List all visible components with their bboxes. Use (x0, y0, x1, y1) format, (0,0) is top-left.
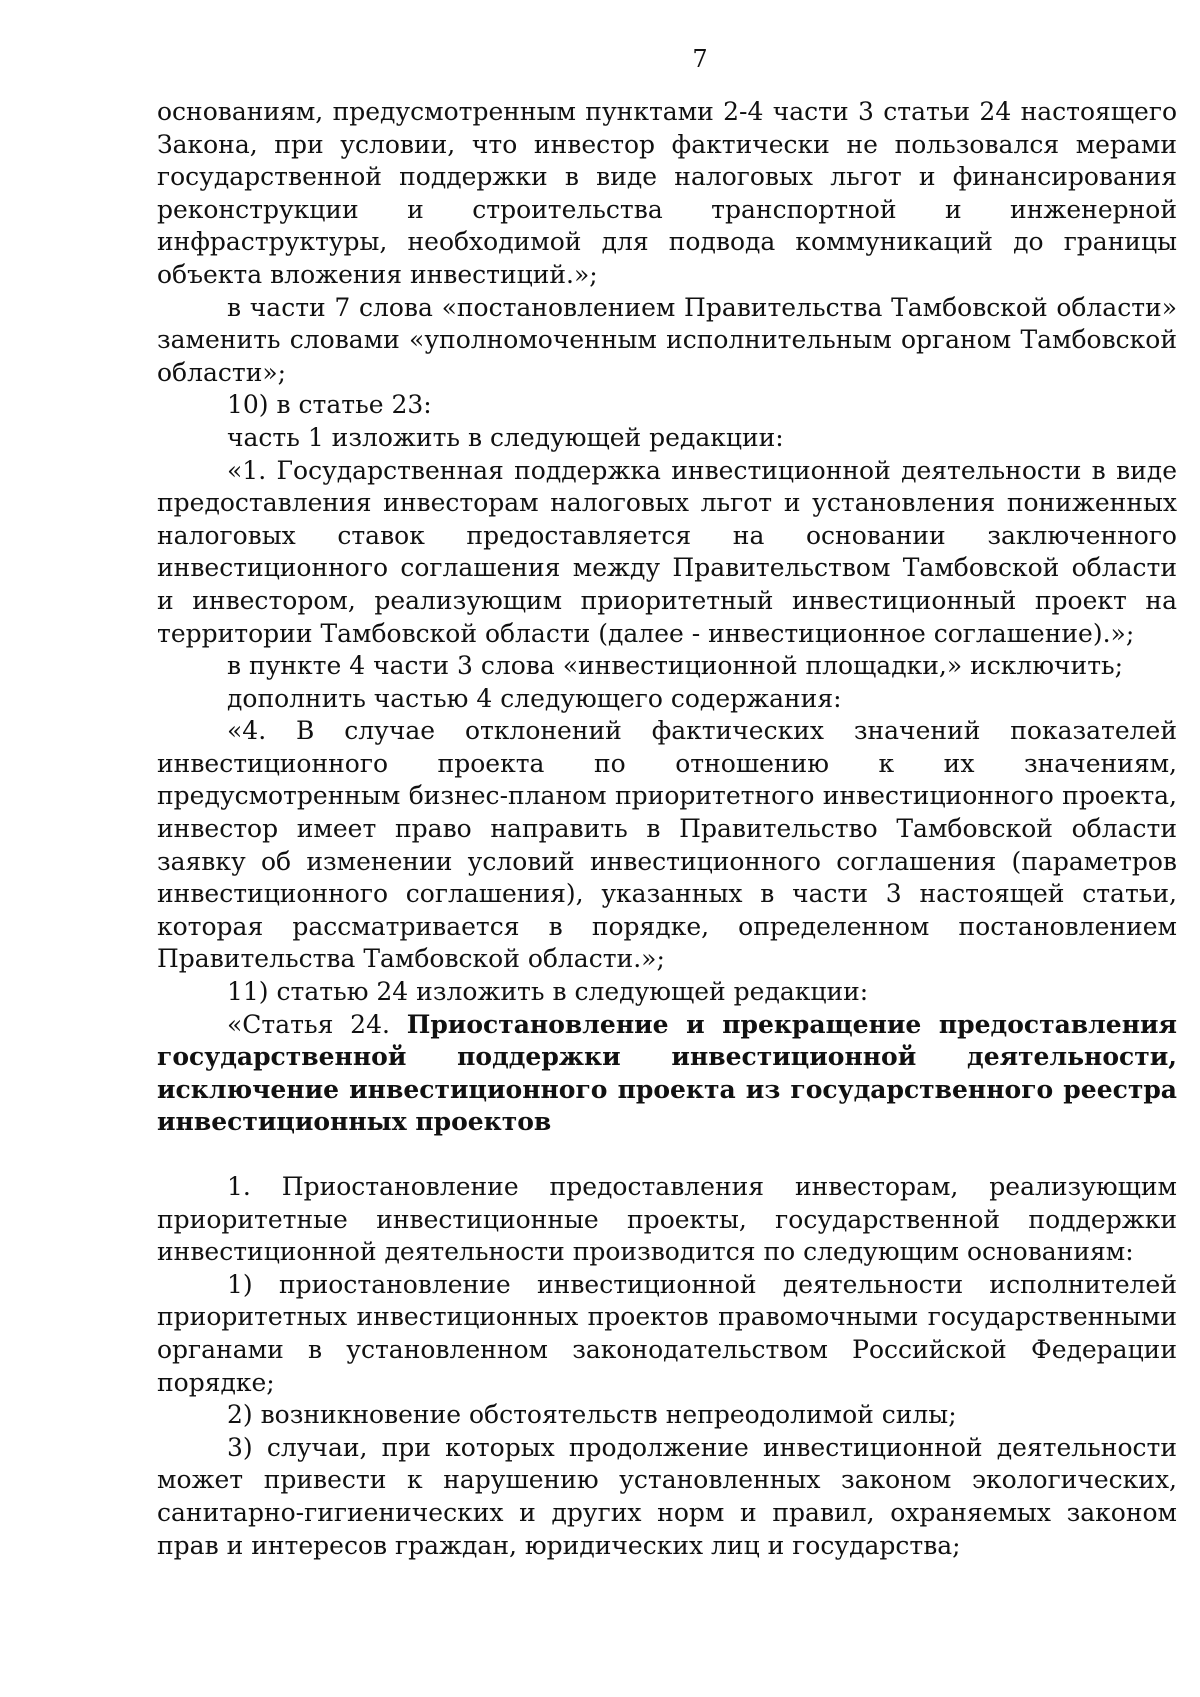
article-24-point-3: 3) случаи, при которых продолжение инвестиционной деятельности может привести к нарушению установленных законом экологических, санитарно-гигиенических и других норм и правил, охраняемых законом прав и интересов граждан, юридических лиц и государства; (157, 1432, 1177, 1560)
article-24-prefix: «Статья 24. (227, 1009, 407, 1039)
article-24-part-1: 1. Приостановление предоставления инвесторам, реализующим приоритетные инвестиционные проекты, государственной поддержки инвестиционной деятельности производится по следующим основаниям: (157, 1172, 1177, 1267)
paragraph-part-7-amendment: в части 7 слова «постановлением Правительства Тамбовской области» заменить словами «уполномоченным исполнительным органом Тамбовской области»; (157, 292, 1177, 387)
document-body (157, 96, 1177, 1562)
paragraph-point-4-amendment: в пункте 4 части 3 слова «инвестиционной площадки,» исключить; (227, 651, 1124, 681)
paragraph-part-1-intro: часть 1 изложить в следующей редакции: (227, 422, 784, 452)
paragraph-part-1-text: «1. Государственная поддержка инвестиционной деятельности в виде предоставления инвесторам налоговых льгот и установления пониженных налоговых ставок предоставляется на основании заключенного инвестиционного соглашения между Правительством Тамбовской области и инвестором, реализующим приоритетный инвестиционный проект на территории Тамбовской области (далее - инвестиционное соглашение).»; (157, 455, 1177, 648)
paragraph-continuation: основаниям, предусмотренным пунктами 2-4 части 3 статьи 24 настоящего Закона, при условии, что инвестор фактически не пользовался мерами государственной поддержки в виде налоговых льгот и финансирования реконструкции и строительства транспортной и инженерной инфраструктуры, необходимой для подвода коммуникаций до границы объекта вложения инвестиций.»; (157, 97, 1177, 289)
paragraph-spacer (157, 1139, 1177, 1171)
paragraph-part-4-intro: дополнить частью 4 следующего содержания: (227, 683, 842, 713)
article-24-heading (157, 1009, 1177, 1139)
article-24-point-1: 1) приостановление инвестиционной деятельности исполнителей приоритетных инвестиционных проектов правомочными государственными органами в установленном законодательством Российской Федерации порядке; (157, 1269, 1177, 1397)
paragraph-part-4-text: «4. В случае отклонений фактических значений показателей инвестиционного проекта по отношению к их значениям, предусмотренным бизнес-планом приоритетного инвестиционного проекта, инвестор имеет право направить в Правительство Тамбовской области заявку об изменении условий инвестиционного соглашения (параметров инвестиционного соглашения), указанных в части 3 настоящей статьи, которая рассматривается в порядке, определенном постановлением Правительства Тамбовской области.»; (157, 716, 1177, 974)
page-number: 7 (692, 45, 708, 73)
paragraph-item-10: 10) в статье 23: (227, 390, 432, 420)
article-24-point-2: 2) возникновение обстоятельств непреодолимой силы; (227, 1400, 957, 1430)
article-24-title: Приостановление и прекращение предоставления государственной поддержки инвестиционной деятельности, исключение инвестиционного проекта из государственного реестра инвестиционных проектов (157, 1009, 1178, 1137)
paragraph-item-11: 11) статью 24 изложить в следующей редакции: (227, 977, 869, 1007)
